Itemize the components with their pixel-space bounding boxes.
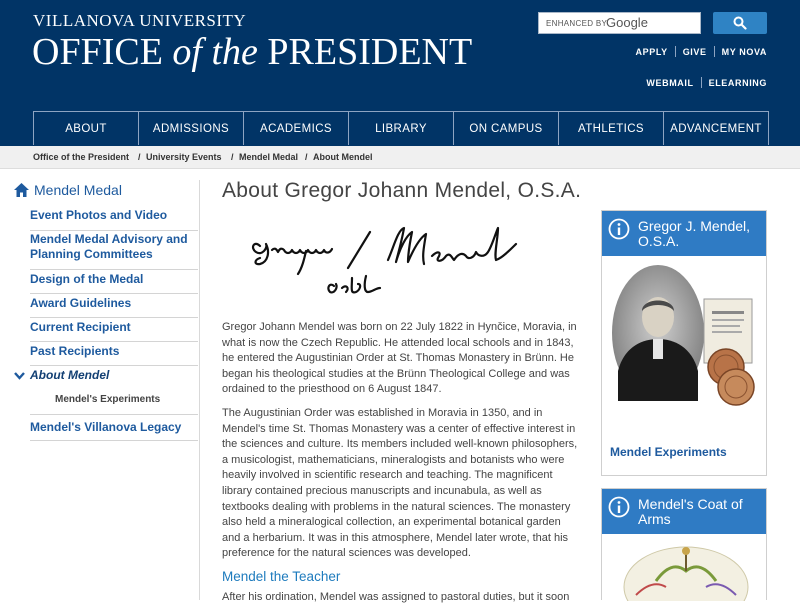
info-icon bbox=[608, 496, 630, 518]
site-header bbox=[0, 0, 800, 146]
breadcrumb-separator: / bbox=[305, 152, 308, 162]
sidebar-item-design[interactable]: Design of the Medal bbox=[30, 272, 144, 286]
sidebar-item-past-recipients[interactable]: Past Recipients bbox=[30, 344, 120, 358]
util-link-webmail[interactable]: WEBMAIL bbox=[646, 77, 694, 88]
breadcrumb bbox=[0, 146, 800, 169]
util-link-elearning[interactable]: ELEARNING bbox=[708, 77, 767, 88]
info-icon bbox=[608, 218, 630, 240]
nav-item-athletics[interactable]: ATHLETICS bbox=[559, 111, 664, 145]
utility-links-row1 bbox=[629, 46, 767, 57]
breadcrumb-separator: / bbox=[138, 152, 141, 162]
nav-item-academics[interactable]: ACADEMICS bbox=[244, 111, 349, 145]
nav-item-library[interactable]: LIBRARY bbox=[349, 111, 454, 145]
nav-item-admissions[interactable]: ADMISSIONS bbox=[139, 111, 244, 145]
main-nav bbox=[33, 111, 769, 145]
body-paragraph-2: The Augustinian Order was established in Moravia in 1350, and in Mendel's time St. Thomas Monastery was a center of effective interest in the sciences and culture. Its members included well-known philosophers, a musicologist, mathematicians, mineralogists and botanists who were heavily involved in scientific research and teaching. The magnificent library contained precious manuscripts and incunabula, as well as textbooks dealing with problems in the natural sciences. The monastery also held a mineralogical collection, an experimental botanical garden and a herbarium. It was in this atmosphere, Mendel later wrote, that his preference for the natural sciences was developed. bbox=[222, 407, 578, 560]
divider bbox=[30, 414, 198, 415]
sidebar-item-award-guidelines[interactable]: Award Guidelines bbox=[30, 296, 132, 310]
info-box-header bbox=[602, 489, 766, 534]
breadcrumb-item-office[interactable]: Office of the President bbox=[33, 152, 130, 162]
divider bbox=[30, 365, 198, 366]
divider bbox=[30, 230, 198, 231]
search-icon bbox=[733, 16, 747, 30]
mendel-experiments-link[interactable]: Mendel Experiments bbox=[610, 445, 727, 459]
divider bbox=[30, 341, 198, 342]
site-title-part1: OFFICE bbox=[32, 31, 173, 73]
breadcrumb-item-events[interactable]: University Events bbox=[146, 152, 222, 162]
site-title-part3: PRESIDENT bbox=[257, 31, 473, 73]
util-link-give[interactable]: GIVE bbox=[682, 46, 707, 57]
breadcrumb-separator: / bbox=[231, 152, 234, 162]
divider bbox=[30, 293, 198, 294]
sidebar-title[interactable]: Mendel Medal bbox=[34, 182, 122, 198]
info-box-title: Mendel's Coat of Arms bbox=[638, 496, 743, 527]
breadcrumb-item-mendel-medal[interactable]: Mendel Medal bbox=[239, 152, 299, 162]
info-box-coat-of-arms bbox=[601, 488, 767, 600]
google-logo: Google bbox=[606, 15, 648, 30]
body-paragraph-1: Gregor Johann Mendel was born on 22 July 1822 in Hynčice, Moravia, in what is now the Czech Republic. He attended local schools and in 1843, he entered the Augustinian Order at St. Thomas Monastery in Brünn. He began his theological studies at the Brünn Theological College and was ordained to the priesthood on 6 August 1847. bbox=[222, 321, 577, 396]
info-box-mendel-portrait bbox=[601, 210, 767, 476]
column-divider bbox=[199, 180, 200, 600]
utility-links-row2 bbox=[639, 77, 767, 88]
site-title[interactable] bbox=[32, 30, 472, 74]
divider bbox=[30, 269, 198, 270]
home-icon[interactable] bbox=[14, 183, 29, 197]
util-link-my-nova[interactable]: MY NOVA bbox=[721, 46, 767, 57]
divider bbox=[30, 317, 198, 318]
chevron-down-icon bbox=[14, 371, 25, 380]
util-link-apply[interactable]: APPLY bbox=[635, 46, 668, 57]
divider bbox=[30, 440, 198, 441]
search-prefix: ENHANCED BY bbox=[546, 19, 608, 28]
coat-of-arms-image[interactable] bbox=[616, 541, 756, 601]
sidebar-item-current-recipient[interactable]: Current Recipient bbox=[30, 320, 131, 334]
sidebar-item-advisory-committees[interactable]: Mendel Medal Advisory and Planning Committees bbox=[30, 232, 188, 261]
nav-item-about[interactable]: ABOUT bbox=[34, 111, 139, 145]
sidebar-item-villanova-legacy[interactable]: Mendel's Villanova Legacy bbox=[30, 420, 182, 434]
sidebar-item-event-photos[interactable]: Event Photos and Video bbox=[30, 208, 168, 222]
search-box[interactable] bbox=[538, 12, 701, 34]
sidebar-subitem-experiments[interactable]: Mendel's Experiments bbox=[55, 394, 161, 405]
site-title-part2: of the bbox=[172, 31, 258, 73]
nav-item-advancement[interactable]: ADVANCEMENT bbox=[664, 111, 769, 145]
university-name[interactable]: VILLANOVA UNIVERSITY bbox=[33, 11, 247, 30]
info-box-header bbox=[602, 211, 766, 256]
sidebar-item-about-mendel[interactable]: About Mendel bbox=[30, 368, 110, 382]
search-input[interactable] bbox=[539, 13, 704, 35]
info-box-title: Gregor J. Mendel, O.S.A. bbox=[638, 218, 751, 249]
nav-item-on-campus[interactable]: ON CAMPUS bbox=[454, 111, 559, 145]
body-paragraph-3: After his ordination, Mendel was assigned to pastoral duties, but it soon bbox=[222, 591, 570, 603]
section-heading: Mendel the Teacher bbox=[222, 569, 341, 584]
search-button[interactable] bbox=[713, 12, 767, 34]
breadcrumb-item-current: About Mendel bbox=[313, 152, 373, 162]
mendel-portrait-image[interactable] bbox=[608, 261, 762, 437]
page-title: About Gregor Johann Mendel, O.S.A. bbox=[222, 179, 582, 202]
mendel-signature-image bbox=[248, 218, 548, 304]
